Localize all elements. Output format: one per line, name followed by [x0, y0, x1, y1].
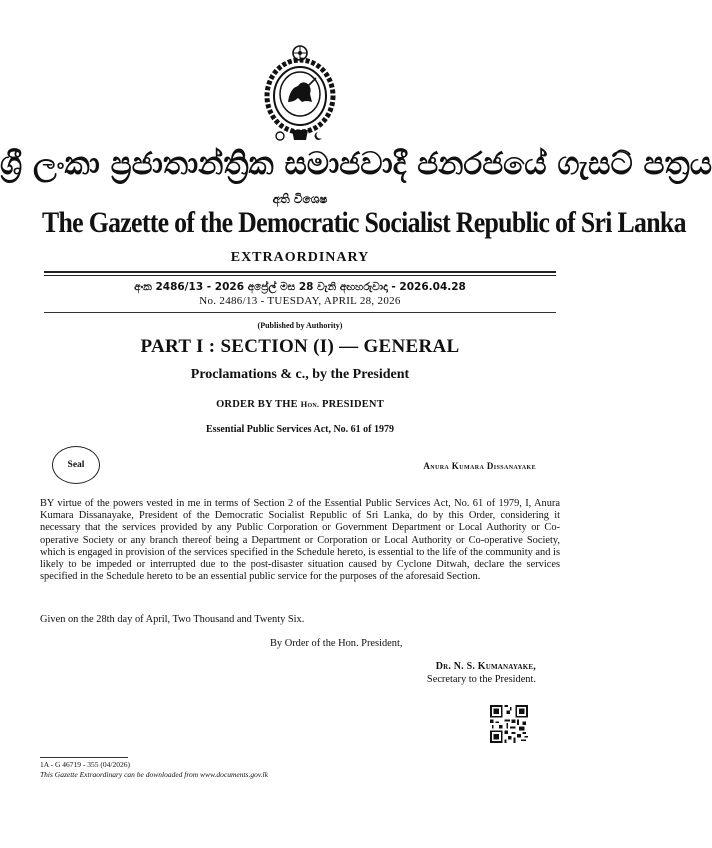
issue-line-sinhala: අංක 2486/13 - 2026 අප්‍රේල් මස 28 වැනි අඟහරුවාදා - 2026.04.28 [134, 281, 466, 293]
published-by-authority: (Published by Authority) [257, 321, 343, 330]
issue-divider [44, 312, 556, 313]
edition-sinhala: අති විශෙෂ [272, 192, 328, 206]
signer-name: Anura Kumara Dissanayake [423, 461, 536, 471]
header-divider [44, 271, 556, 273]
secretary-name: Dr. N. S. Kumanayake, [435, 661, 536, 672]
given-date-line: Given on the 28th day of April, Two Thousand and Twenty Six. [40, 614, 305, 625]
part-heading: PART I : SECTION (I) — GENERAL [140, 336, 460, 357]
order-heading [0, 399, 600, 410]
order-heading-hon: Hon. [300, 399, 320, 409]
proclamations-heading: Proclamations & c., by the President [190, 367, 410, 382]
seal-label: Seal [67, 460, 85, 470]
footer-divider [40, 757, 128, 758]
gazette-title-english: The Gazette of the Democratic Socialist Republic of Sri Lanka [42, 206, 686, 239]
gazette-title-sinhala: ශ්‍රී ලංකා ප්‍රජාතාන්ත්‍රික සමාජවාදී ජනරජයේ ගැසට් පත්‍රය [0, 146, 712, 182]
seal-stamp [52, 446, 100, 484]
order-heading-end: PRESIDENT [319, 399, 384, 410]
act-title: Essential Public Services Act, No. 61 of 1979 [205, 424, 395, 435]
by-order-line: By Order of the Hon. President, [270, 638, 403, 649]
order-body-text: BY virtue of the powers vested in me in terms of Section 2 of the Essential Public Services Act, No. 61 of 1979, I, Anura Kumara Dissanayake, President of the Democratic Socialist Republic of Sri Lanka, do by this Order, considering it necessary that the services provided by any Public Corporation or Government Department or Local Authority or Co-operative Society or any branch thereof being a Department or Corporation or Local Authority or Co-operative Society, which is engaged in provision of the services specified in the Schedule hereto, is essential to the life of the community and is likely to be impeded or interrupted due to the post-disaster situation caused by Cyclone Ditwah, declare the services specified in the Schedule hereto to be an essential public service for the purposes of the aforesaid Section. [40, 498, 560, 583]
qr-code-icon [490, 705, 528, 743]
issue-line-english: No. 2486/13 - TUESDAY, APRIL 28, 2026 [199, 295, 401, 307]
edition-label: EXTRAORDINARY [230, 250, 370, 265]
footer-download-note: This Gazette Extraordinary can be downloaded from www.documents.gov.lk [40, 770, 268, 779]
footer-code: 1A - G 46719 - 355 (04/2026) [40, 760, 130, 769]
secretary-title: Secretary to the President. [426, 674, 536, 685]
order-heading-main: ORDER BY THE [216, 399, 301, 410]
header-divider-thin [44, 275, 556, 276]
sri-lanka-emblem-icon [262, 44, 338, 144]
